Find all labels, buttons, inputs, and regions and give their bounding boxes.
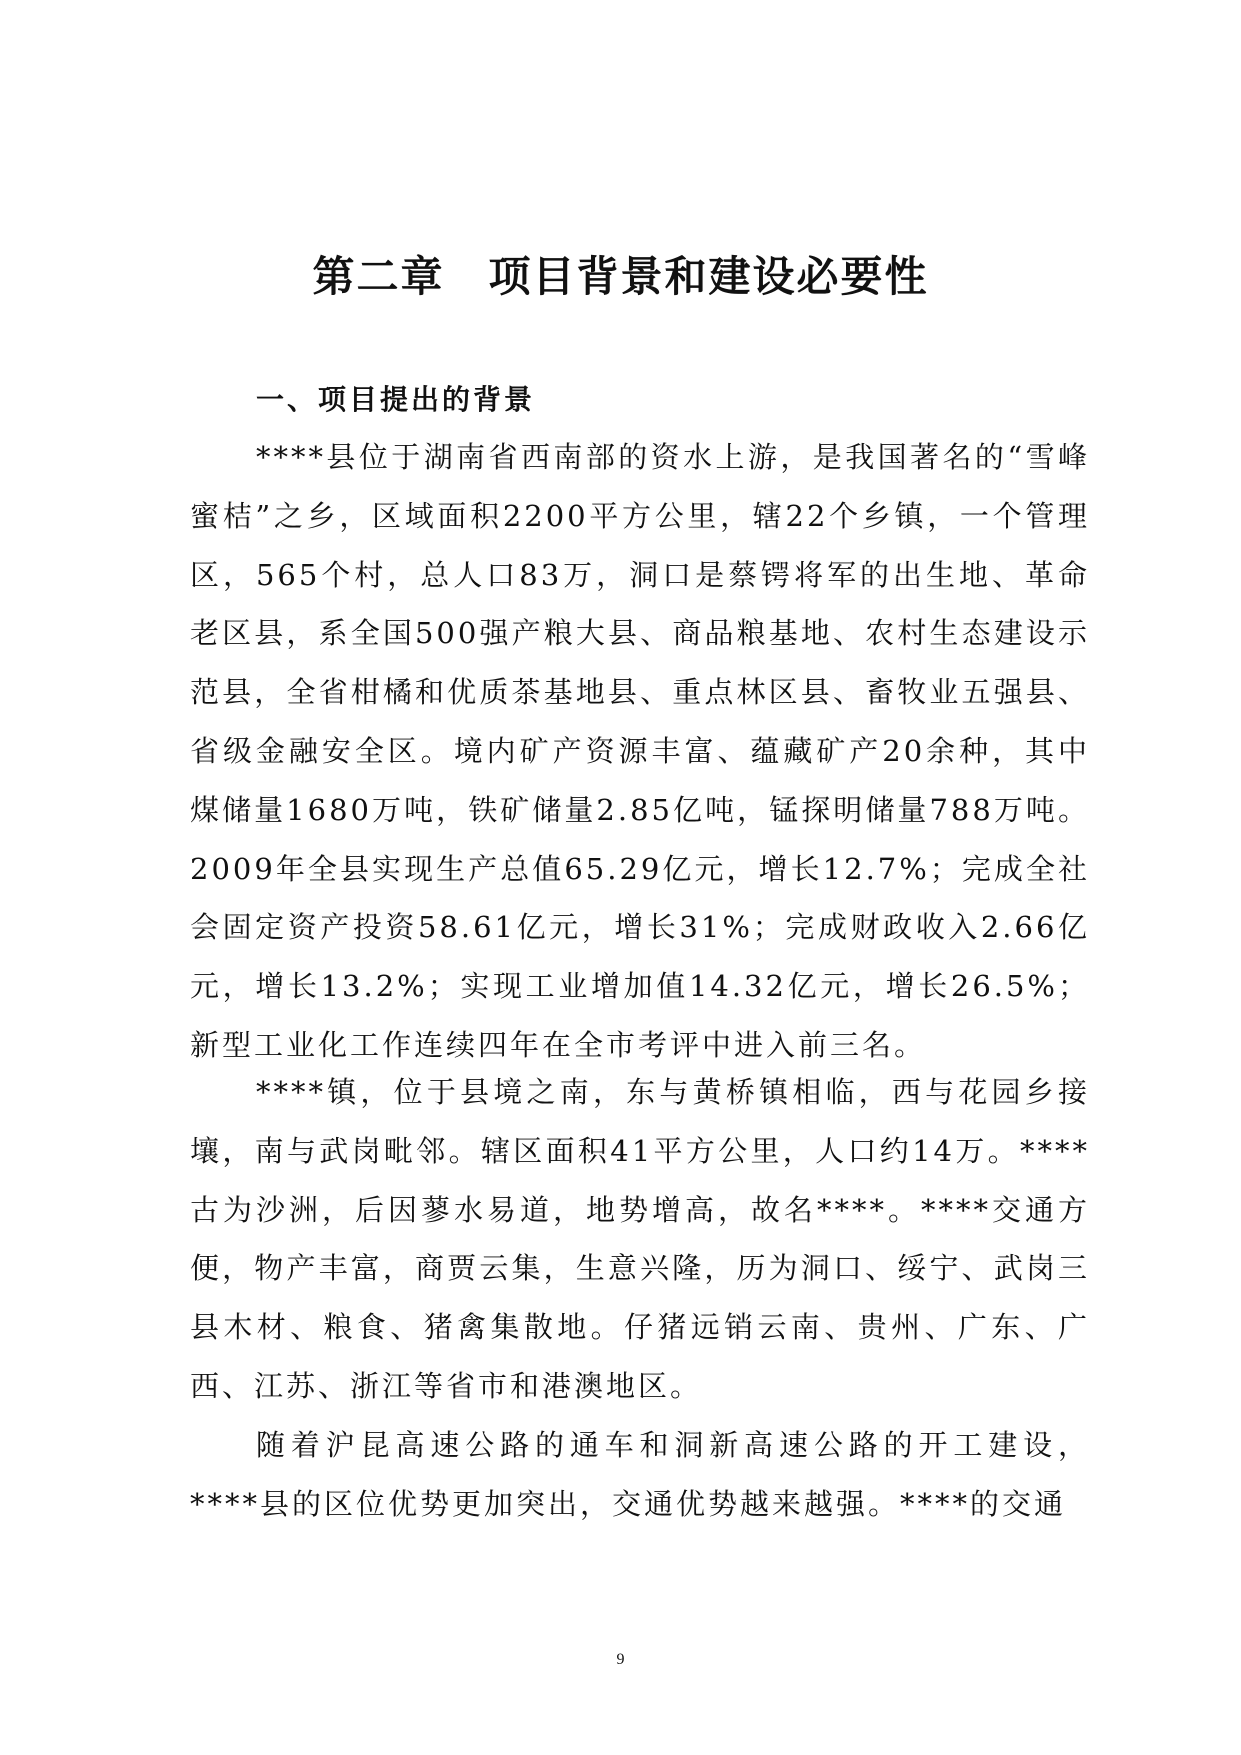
body-paragraph-county-overview: ****县位于湖南省西南部的资水上游，是我国著名的“雪峰蜜桔”之乡，区域面积2200平方公里，辖22个乡镇，一个管理区，565个村，总人口83万，洞口是蔡锷将军的出生地、革命老区县，系全国500强产粮大县、商品粮基地、农村生态建设示范县，全省柑橘和优质茶基地县、重点林区县、畜牧业五强县、省级金融安全区。境内矿产资源丰富、蕴藏矿产20余种，其中煤储量1680万吨，铁矿储量2.85亿吨，锰探明储量788万吨。2009年全县实现生产总值65.29亿元，增长12.7%；完成全社会固定资产投资58.61亿元，增长31%；完成财政收入2.66亿元，增长13.2%；实现工业增加值14.32亿元，增长26.5%；新型工业化工作连续四年在全市考评中进入前三名。 xyxy=(190,440,1090,1062)
body-paragraph-transport: 随着沪昆高速公路的通车和洞新高速公路的开工建设，****县的区位优势更加突出，交通优势越来越强。****的交通 xyxy=(190,1428,1090,1521)
body-paragraph-town-overview: ****镇，位于县境之南，东与黄桥镇相临，西与花园乡接壤，南与武岗毗邻。辖区面积41平方公里，人口约14万。****古为沙洲，后因蓼水易道，地势增高，故名****。****交通方便，物产丰富，商贾云集，生意兴隆，历为洞口、绥宁、武岗三县木材、粮食、猪禽集散地。仔猪远销云南、贵州、广东、广西、江苏、浙江等省市和港澳地区。 xyxy=(190,1075,1090,1403)
chapter-title-text: 项目背景和建设必要性 xyxy=(488,252,929,301)
chapter-number: 第二章 xyxy=(312,252,445,301)
chapter-title xyxy=(0,244,1241,304)
section-heading: 一、项目提出的背景 xyxy=(256,383,536,416)
page-number: 9 xyxy=(616,1651,625,1668)
